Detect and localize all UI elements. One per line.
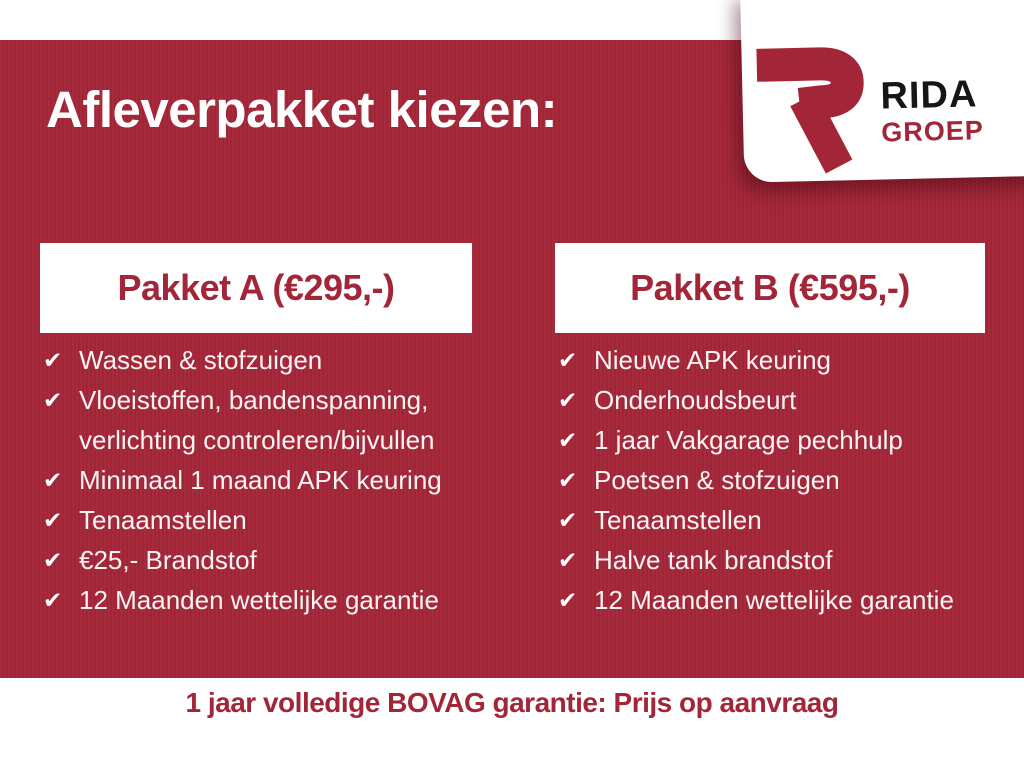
list-item-continuation [40,420,472,460]
package-b-header-button[interactable]: Pakket B (€595,-) [555,243,985,333]
list-item-text: Tenaamstellen [79,504,247,535]
package-a-column [40,243,472,615]
list-item-text: Minimaal 1 maand APK keuring [79,464,442,495]
list-item-text: verlichting controleren/bijvullen [79,424,435,455]
page-title: Afleverpakket kiezen: [46,81,558,138]
list-item [555,340,985,380]
logo-suffix-text: GROEP [880,115,985,148]
list-item [40,380,472,420]
check-icon: ✔ [43,386,63,413]
list-item [555,540,985,580]
list-item [555,420,985,460]
check-icon: ✔ [558,546,578,573]
list-item-text: Vloeistoffen, bandenspanning, [79,384,429,415]
check-icon: ✔ [558,386,578,413]
check-icon: ✔ [43,586,63,613]
list-item-text: Halve tank brandstof [594,544,833,575]
footer-bar [0,678,1024,768]
list-item [555,460,985,500]
check-icon: ✔ [43,546,63,573]
logo-card [740,0,1024,183]
check-icon: ✔ [43,466,63,493]
check-icon: ✔ [43,346,63,373]
check-icon: ✔ [558,346,578,373]
list-item-text: Nieuwe APK keuring [594,344,832,375]
list-item-text: 12 Maanden wettelijke garantie [594,584,954,615]
check-icon: ✔ [43,506,63,533]
list-item-text: 12 Maanden wettelijke garantie [79,584,439,615]
list-item-text: Onderhoudsbeurt [594,384,797,415]
list-item [40,540,472,580]
list-item-text: Poetsen & stofzuigen [594,464,840,495]
check-icon: ✔ [558,426,578,453]
list-item-text: 1 jaar Vakgarage pechhulp [594,424,903,455]
footer-note: 1 jaar volledige BOVAG garantie: Prijs op aanvraag [185,687,839,718]
check-icon: ✔ [558,466,578,493]
package-a-list [40,340,472,620]
list-item [40,580,472,620]
list-item-text: Tenaamstellen [594,504,762,535]
package-b-list [555,340,985,620]
check-icon: ✔ [558,586,578,613]
package-b-column [555,243,985,615]
list-item [40,340,472,380]
list-item [555,580,985,620]
logo-wordmark [880,75,984,146]
list-item [40,500,472,540]
rida-logo-icon [753,44,870,178]
check-icon: ✔ [558,506,578,533]
list-item [555,500,985,540]
list-item-text: Wassen & stofzuigen [79,344,323,375]
list-item-text: €25,- Brandstof [79,544,257,575]
logo-brand-text: RIDA [880,73,978,118]
list-item [40,460,472,500]
list-item [555,380,985,420]
package-a-header-button[interactable]: Pakket A (€295,-) [40,243,472,333]
